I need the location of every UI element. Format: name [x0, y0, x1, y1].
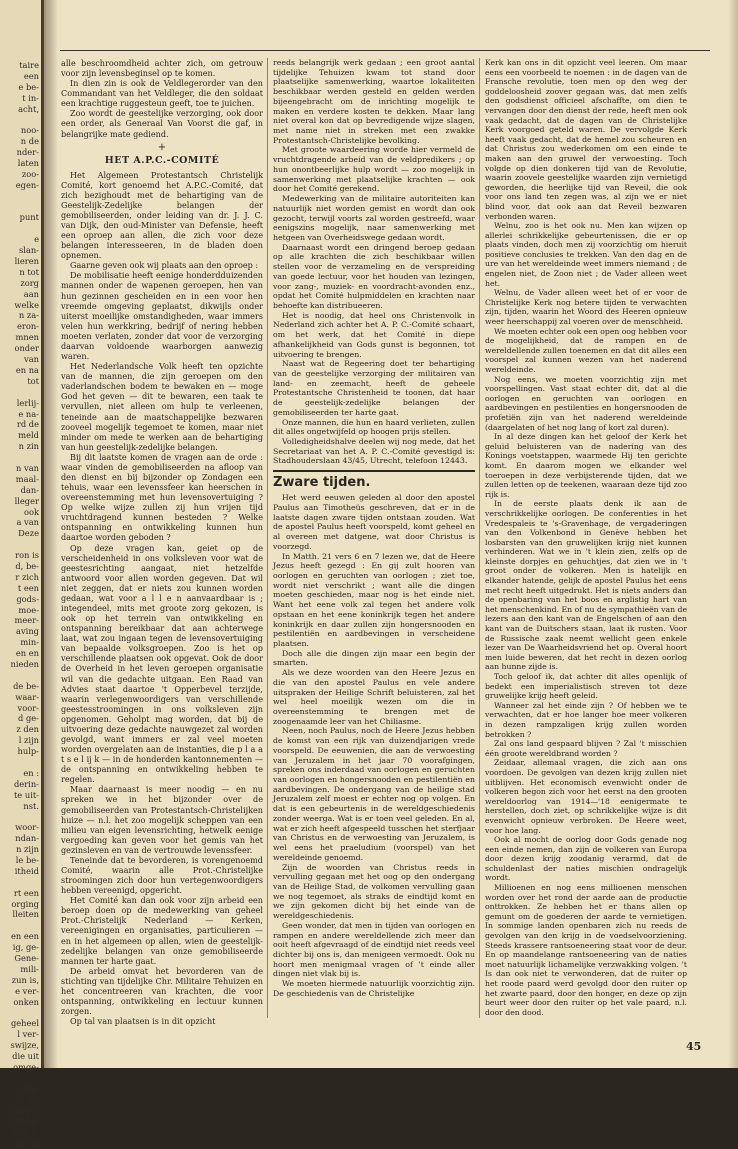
- paragraph: In dien zin is ook de Veldlegerorder van den Commandant van het Veldleger, die den soldaat een krachtige ruggesteun geeft, toe te juichen.: [61, 78, 263, 109]
- previous-page-fragment: [0, 191, 41, 202]
- paragraph: Welnu, de Vader alleen weet het of er voor de Christelijke Kerk nog betere tijden te verwachten zijn, tijden, waarin het Woord des Heeren opnieuw weer heerschappij zal voeren over de menschheid.: [485, 288, 687, 327]
- previous-page-fragment: woor-: [15, 822, 39, 833]
- previous-page-text: [0, 60, 41, 1149]
- section-divider: +: [157, 141, 167, 153]
- previous-page-fragment: gods-: [16, 593, 39, 604]
- previous-page-fragment: dat hij: [12, 1138, 39, 1149]
- paragraph: Op deze vragen kan, geiet op de verscheidenheid in ons volksleven voor wat de geestesrichting aangaat, niet hetzelfde antwoord voor allen worden gegeven. Dat wil niet zeggen, dat er niets zou kunnen worden gedaan, wat voor a l l e n aanvaardbaar is ; integendeel, mits met groote zorg gekozen, is ook op het terrein van ontwikkeling en ontspanning bereikbaar dat aan achterwege laat, wat zou ingaan tegen de levensovertuiging van bepaalde volksgroepen. Zoo is het op verschillende plaatsen ook opgevat. Ook de door de Overheid in het leven geroepen organisatie wil van die gedachte uitgaan. Een Raad van Advies staat daartoe 't Opperbevel terzijde, waarin verlegenwoordigers van verschillende geestesstroomingen in ons volksleven zijn opgenomen. Geholpt mag worden, dat bij de uitvoering deze gedachte nauwgezet zal worden gevolgd, want immers er zal veel moeten worden overgelaten aan de instanties, die p l a a t s e l ij k — in de honderden kantonnementen — de ontspanning en ontwikkeling hebben te regelen.: [61, 542, 263, 785]
- previous-page-fragment: een: [23, 70, 39, 81]
- previous-page-fragment: ig, ge-: [12, 942, 39, 953]
- previous-page-fragment: tot: [27, 375, 39, 386]
- previous-page-fragment: en :: [23, 767, 39, 778]
- paragraph: Zeidaar, allemaal vragen, die zich aan ons voordoen. De gevolgen van dezen krijg zullen niet uitblijven. Het economisch evenwicht onder de volkeren begon zich voor het eerst na den grooten wereldoorlog van 1914—'18 eenigermate te herstellen, doch ziet, op schrikkelijke wijze is dit evenwicht opnieuw verbroken. De Heere weet, voor hoe lang.: [485, 758, 687, 835]
- paragraph: Het Nederlandsche Volk heeft ten opzichte van de mannen, die zijn geroepen om den vaderlandschen bodem te bewaken en — moge God het geven — dit te bewaren, een taak te vervullen, niet alleen om hulp te verleenen, teneinde aan de maatschappelijke bezwaren zooveel mogelijk tegemoet te komen, maar niet minder om mede te werken aan de behartiging van hun geestelijk-zedelijke belangen.: [61, 361, 263, 452]
- previous-page-fragment: nder-: [16, 147, 39, 158]
- paragraph: Daarnaast wordt een dringend beroep gedaan op alle krachten die zich beschikbaar willen stellen voor de verzameling en de verspreiding van goede lectuur, voor het houden van lezingen, voor zang-, muziek- en voordracht-avonden enz., opdat het Comité hulpmiddelen en krachten naar behoefte kan distribueeren.: [273, 242, 475, 310]
- previous-page-fragment: hulp-: [17, 746, 39, 757]
- column-1: [61, 58, 263, 1026]
- paragraph: Met groote waardeering worde hier vermeld de vruchtdragende arbeid van de veldpredikers ; op hun onontbeerlijke hulp wordt — zoo mogelijk in samenwerking met plaatselijke krachten — ook door het Comité gerekend.: [273, 145, 475, 194]
- paragraph: We moeten hiermede natuurlijk voorzichtig zijn. De geschiedenis van de Christelijke: [273, 979, 475, 998]
- previous-page-fragment: aan: [23, 288, 39, 299]
- paragraph: Zal ons land gespaard blijven ? Zal 't misschien één groote wereldbrand worden ?: [485, 739, 687, 758]
- previous-page-fragment: [0, 202, 41, 213]
- previous-page-fragment: orging: [11, 898, 39, 909]
- previous-page-fragment: [0, 114, 41, 125]
- previous-page-fragment: taire: [19, 60, 39, 70]
- paragraph: Doch alle die dingen zijn maar een begin der smarten.: [273, 648, 475, 668]
- previous-page-fragment: [0, 539, 41, 550]
- previous-page-fragment: swijze,: [10, 1040, 39, 1051]
- previous-page-fragment: zoo-: [21, 168, 39, 179]
- previous-page-fragment: en na: [15, 364, 39, 375]
- paragraph: Maar daarnaast is meer noodig — en nu spreken we in het bijzonder over de gemobiliseerden van Protestantsch-Christelijken huize — n.l. het zoo mogelijk scheppen van een milieu van eigen levensrichting, hetwelk eenige vergoeding kan geven voor het gemis van het gezinsleven en van de vertrouwde levenssfeer.: [61, 784, 263, 855]
- previous-page-fragment: n de: [20, 136, 39, 147]
- paragraph: Zijn de woorden van Christus reeds in vervulling gegaan met het oog op den ondergang van de Heilige Stad, de volkomen vervulling gaan we nog tegemoet, als straks de eindtijd komt en we zijn gekomen dicht bij het einde van de wereldgeschiedenis.: [273, 862, 475, 921]
- previous-page-fragment: t in-: [22, 92, 39, 103]
- previous-page-fragment: waar-: [15, 691, 39, 702]
- previous-page-fragment: [0, 452, 41, 463]
- previous-page-fragment: l zijn: [18, 735, 39, 746]
- previous-page-fragment: derin-: [14, 778, 39, 789]
- paragraph: Toch geloof ik, dat achter dit alles openlijk of bedekt een imperialistisch streven tot deze gruwelijke krijg heeft geleid.: [485, 672, 687, 701]
- previous-page-fragment: en en: [15, 648, 39, 659]
- paragraph: Als we deze woorden van den Heere Jezus en die van den apostel Paulus en vele andere uitspraken der Heilige Schrift beluisteren, zal het wel heel moeilijk wezen om die in overeenstemming te brengen met de zoogenaamde leer van het Chiliasme.: [273, 668, 475, 726]
- paragraph: Millioenen en nog eens millioenen menschen worden over het rond der aarde aan de productie onttrokken. Ze hebben het er thans allen op gemunt om de goederen der aarde te vernietigen. In sommige landen openbaren zich nu reeds de gevolgen van den krijg in de voedselvoorziening. Steeds krassere rantsoeneering staat voor de deur. En op maandelange rantsoeneering van de naties moet natuurlijk lichamelijke verzwakking volgen. 't Is dan ook niet te verwonderen, dat de ruiter op het roode paard werd gevolgd door den ruiter op het zwarte paard, door den honger, en deze op zijn beurt weer door den ruiter op het vale paard, n.l. door den dood.: [485, 883, 687, 1017]
- previous-page-fragment: onken: [13, 996, 39, 1007]
- paragraph: Onze mannen, die hun en haard verlieten, zullen dit alles ongetwijfeld op hoogen prijs stellen.: [273, 417, 475, 437]
- previous-page-fragment: [0, 670, 41, 681]
- previous-page-fragment: onder: [14, 343, 39, 354]
- previous-page-fragment: e na-: [18, 408, 39, 419]
- previous-page-fragment: lerlij-: [16, 397, 39, 408]
- previous-page-fragment: en een: [10, 931, 39, 942]
- paragraph: Wanneer zal het einde zijn ? Of hebben we te verwachten, dat er hoe langer hoe meer volkeren in dezen rampzaligen krijg zullen worden betrokken ?: [485, 700, 687, 739]
- previous-page-fragment: mili-: [20, 963, 39, 974]
- paragraph: Kerk kan ons in dit opzicht veel leeren. Om maar eens een voorbeeld te noemen : in de dagen van de Fransche revolutie, toen men op den weg der goddeloosheid zoover gegaan was, dat men zelfs den godsdienst officieel afschaffte, om dien te vervangen door den dienst der rede, heeft men ook vaak gedacht, dat de dagen van de Christelijke Kerk voorgoed geteld waren. De vervolgde Kerk heeft vaak gedacht, dat de hemel zou scheuren en dat Christus zou wederkomen om een einde te maken aan den gruwel der verwoesting. Toch volgde op dien donkeren tijd van de Revolutie, waarin zoovele geestelijke waarden zijn vernietigd geworden, die heerlijke tijd van Reveil, die ook voor ons land ten zegen was, al zijn we er niet blind voor, dat ook aan dat Reveil bezwaren verbonden waren.: [485, 58, 687, 221]
- paragraph: Het is noodig, dat heel ons Christenvolk in Nederland zich achter het A. P. C.-Comité schaart, om het werk, dat het Comité in diepe afhankelijkheid van Gods gunst is begonnen, tot uitvoering te brengen.: [273, 310, 475, 359]
- previous-page-fragment: zorg: [20, 277, 39, 288]
- previous-page-fragment: t een: [17, 582, 39, 593]
- previous-page-fragment: punt: [19, 212, 39, 223]
- previous-page-fragment: maal-: [15, 473, 39, 484]
- page-edge-shade: [728, 0, 738, 1068]
- previous-page-fragment: a van: [16, 517, 39, 528]
- previous-page-fragment: welke: [14, 299, 39, 310]
- paragraph: In de eerste plaats denk ik aan de verschrikkelijke oorlogen. De conferenties in het Vredespaleis te 's-Gravenhage, de vergaderingen van den Volkenbond in Genève hebben het losbarsten van den gruwelijken krijg niet kunnen verhinderen. Wat we in 't klein zien, zelfs op de kleinste dorpjes en gehuchtjes, dat zien we in 't groot onder de volkeren. Men is hatelijk en elkander hatende, gelijk de apostel Paulus het eens met recht heeft uitgedrukt. Het is niets anders dan de openbaring van het boos en arglistig hart van het menschenkind. En of nu de sympathieën van de lezers aan den kant van de Engelschen of aan den kant van de Duitschers staan, laat ik rusten. Voor de Russische zaak neemt wellicht geen enkele lezer van De Waarheidsvriend het op. Overal hoort men luide beweren, dat het recht in dezen oorlog aan hunne zijde is.: [485, 499, 687, 672]
- paragraph: Op tal van plaatsen is in dit opzicht: [70, 1016, 216, 1027]
- paragraph: Zoo wordt de geestelijke verzorging, ook door een order, als Generaal Van Voorst die gaf, in belangrijke mate gediend.: [61, 108, 263, 139]
- previous-page-fragment: itheid: [14, 865, 39, 876]
- previous-page-fragment: iet be-: [12, 1116, 39, 1127]
- book-gutter: [44, 0, 58, 1068]
- previous-page-fragment: zun is,: [11, 974, 39, 985]
- previous-page-fragment: Deze: [18, 528, 39, 539]
- previous-page-fragment: l ver-: [17, 1029, 39, 1040]
- previous-page-fragment: n za-: [18, 310, 39, 321]
- previous-page-fragment: rd de: [16, 419, 39, 430]
- previous-page-fragment: meld: [18, 430, 39, 441]
- previous-page-fragment: nieden: [10, 658, 39, 669]
- previous-page-fragment: [0, 1073, 41, 1084]
- previous-page-fragment: ron is: [15, 550, 39, 561]
- previous-page-fragment: acht,: [18, 103, 39, 114]
- previous-page-fragment: ndan-: [15, 833, 39, 844]
- paragraph: Nog eens, we moeten voorzichtig zijn met voorspellingen. Vast staat echter dit, dat al die oorlogen en geruchten van oorlogen en aardbevingen en pestilenties en hongersnooden de profetiën zijn van het naderend wereldeinde (daargelaten of het nog lang of kort zal duren).: [485, 374, 687, 432]
- previous-page-fragment: n zin: [18, 441, 39, 452]
- previous-page-fragment: lijden.: [12, 1127, 39, 1138]
- previous-page-fragment: [0, 387, 41, 398]
- previous-page-fragment: e: [34, 234, 39, 245]
- previous-page-fragment: moe-: [18, 604, 39, 615]
- paragraph: Ook al mocht de oorlog door Gods genade nog een einde nemen, dan zijn de volkeren van Europa door dezen krijg zoodanig verarmd, dat de schuldenlast der naties mischien ondragelijk wordt.: [485, 835, 687, 883]
- previous-page-fragment: r zich: [15, 571, 39, 582]
- previous-page-fragment: n, als: [16, 1094, 39, 1105]
- paragraph: Volledigheidshalve deelen wij nog mede, dat het Secretariaat van het A. P. C.-Comité gevestigd is: Stadhouderslaan 43/45, Utrecht, telefoon 12443.: [273, 437, 475, 466]
- paragraph: alle beschroomdheid achter zich, om getrouw voor zijn levensbeginsel op te komen.: [61, 58, 263, 79]
- previous-page-fragment: d, be-: [15, 560, 39, 571]
- previous-page-fragment: [0, 757, 41, 768]
- previous-page-fragment: n zijn: [16, 844, 39, 855]
- previous-page-fragment: geheel: [10, 1018, 39, 1029]
- previous-page-fragment: Gene-: [14, 953, 39, 964]
- paragraph: De mobilisatie heeft eenige honderdduizenden mannen onder de wapenen geroepen, hen van hun gezinnen gescheiden en in een voor hen vreemde omgeving geplaatst, dikwijls onder uiterst moeilijke omstandigheden, waar immers velen hun werkkring, bedrijf of nering hebben moeten verlaten, zonder dat voor de verzorging daarvan voldoende waarborgen aanwezig waren.: [61, 270, 263, 362]
- previous-page-fragment: e be-: [18, 81, 39, 92]
- previous-page-fragment: laten: [17, 158, 39, 169]
- previous-page-fragment: rt een: [13, 887, 39, 898]
- column-3: [485, 58, 687, 1017]
- paragraph: reeds belangrijk werk gedaan ; een groot aantal tijdelijke Tehuizen kwam tot stand door plaatselijke samenwerking, waartoe lokaliteiten beschikbaar werden gesteld en gelden werden bijeengebracht om de inrichting mogelijk te maken en verdere kosten te dekken. Maar lang niet overal kon dat op bevredigende wijze slagen, met name niet in streken met een zwakke Protestantsch-Christelijke bevolking.: [273, 58, 475, 145]
- previous-page-fragment: lleger: [14, 495, 39, 506]
- previous-page-fragment: [0, 877, 41, 888]
- previous-page-fragment: aaltijd,: [9, 1105, 39, 1116]
- previous-page-edge: [0, 0, 44, 1149]
- previous-page-fragment: noo-: [20, 125, 39, 136]
- paragraph: Gaarne geven ook wij plaats aan den oproep :: [70, 260, 259, 271]
- previous-page-fragment: mnen: [15, 332, 39, 343]
- paragraph: In al deze dingen kan het geloof der Kerk het geluid beluisteren van de nadering van des Konings voetstappen, waarmede Hij ten gerichte komt. En daarom mogen we elkander wel toeroepen in deze verbijsterende tijden, dat we zullen letten op de teekenen, waaraan deze tijd zoo rijk is.: [485, 432, 687, 499]
- paragraph: Teneinde dat te bevorderen, is vorengenoemd Comité, waarin alle Prot.-Christelijke stroomingen zich door hun vertegenwoordigers hebben vereenigd, opgericht.: [61, 854, 263, 896]
- column-2: [273, 58, 475, 999]
- previous-page-fragment: egen-: [15, 179, 39, 190]
- previous-page-fragment: [0, 811, 41, 822]
- previous-page-fragment: ook: [23, 506, 39, 517]
- previous-page-fragment: omge-: [13, 1061, 39, 1072]
- section-heading: HET A.P.C.-COMITÉ: [104, 154, 220, 166]
- article-title: Zware tijden.: [273, 470, 475, 490]
- previous-page-fragment: voor-: [17, 702, 39, 713]
- previous-page-fragment: r din-: [16, 1083, 39, 1094]
- previous-page-fragment: n van: [16, 462, 39, 473]
- paragraph: We moeten echter ook een open oog hebben voor de mogelijkheid, dat de rampen en de wereldellende zullen toenemen en dat dit alles een voorspel zal kunnen wezen van het naderend wereldeinde.: [485, 326, 687, 374]
- previous-page-fragment: van: [24, 354, 39, 365]
- paragraph: Medewerking van de militaire autoriteiten kan natuurlijk niet worden gemist en wordt dan ook gezocht, terwijl voorts zal worden gestreefd, waar eenigszins mogelijk, naar samenwerking met hetgeen van Overheidswege gedaan wordt.: [273, 194, 475, 242]
- previous-page-fragment: meer-: [14, 615, 39, 626]
- previous-page-fragment: dan-: [20, 484, 39, 495]
- top-rule: [60, 50, 710, 51]
- paragraph: Naast wat de Regeering doet ter behartiging van de geestelijke verzorging der militairen van land- en zeemacht, heeft de geheele Protestantsche Christenheid te toonen, dat haar de geestelijk-zedelijke belangen der gemobiliseerden ter harte gaat.: [273, 359, 475, 417]
- previous-page-fragment: [0, 1007, 41, 1018]
- previous-page-fragment: slan-: [18, 245, 39, 256]
- paragraph: Het werd eeuwen geleden al door den apostel Paulus aan Timotheüs geschreven, dat er in de laatste dagen zware tijden ontstaan zouden. Wat de apostel Paulus heeft voorspeld, komt geheel en al overeen met datgene, wat door Christus is voorzegd.: [273, 493, 475, 551]
- page-number: 45: [686, 1040, 702, 1053]
- previous-page-fragment: aving: [16, 626, 39, 637]
- paragraph: Geen wonder, dat men in tijden van oorlogen en rampen en andere wereldellende zich meer dan ooit heeft afgevraagd of de eindtijd niet reeds veel dichter bij ons is, dan menigeen vermoedt. Ook nu hoort men menigmaal vragen of 't einde aller dingen niet vlak bij is.: [273, 920, 475, 979]
- previous-page-fragment: lieren: [14, 256, 39, 267]
- previous-page-fragment: eron-: [16, 321, 39, 332]
- paragraph: Neen, noch Paulus, noch de Heere Jezus hebben de komst van een rijk van duizendjarigen vrede voorspeld. De eeuwenien, die aan de verwoesting van Jeruzalem in het jaar 70 voorafgingen, spreken ons inderdaad van oorlogen en geruchten van oorlogen en hongersnooden en pestilentiën en aardbevingen. De ondergang van de heilige stad Jeruzalem zelf moest er echter nog op volgen. En dat is een gebeurtenis in de wereldgeschiedenis zonder weerga. Wat is er toen veel geleden. En al, wat er zich heeft afgespeeld tusschen het sterfjaar van Christus en de verwoesting van Jeruzalem, is wel eens het praeludium (voorspel) van het wereldeinde genoemd.: [273, 726, 475, 862]
- column-separator: [267, 58, 268, 1018]
- previous-page-fragment: te uit-: [13, 789, 39, 800]
- paragraph: Het Comité kan dan ook voor zijn arbeid een beroep doen op de medewerking van geheel Prot.-Christelijk Nederland — Kerken, vereenigingen en organisaties, particulieren — en in het algemeen op allen, wien de geestelijk-zedelijke belangen van onze gemobiliseerde mannen ter harte gaat.: [61, 895, 263, 966]
- column-separator: [479, 58, 480, 1018]
- previous-page-fragment: le be-: [15, 855, 39, 866]
- paragraph: Het Algemeen Protestantsch Christelijk Comité, kort genoemd het A.P.C.-Comité, dat zich bezighoudt met de behartiging van de Geestelijk-Zedelijke belangen der gemobiliseerden, onder leiding van dr. J. J. C. van Dijk, den oud-Minister van Defensie, heeft een oproep aan allen, die zich voor deze belangen interesseeren, in de bladen doen opnemen.: [61, 169, 263, 261]
- previous-page-fragment: lleiten: [12, 909, 39, 920]
- previous-page-fragment: z den: [16, 724, 39, 735]
- previous-page-fragment: die uit: [12, 1051, 39, 1062]
- previous-page-fragment: min-: [20, 637, 39, 648]
- previous-page-fragment: e ver-: [15, 985, 39, 996]
- previous-page-fragment: nst.: [23, 800, 39, 811]
- paragraph: Bij dit laatste komen de vragen aan de orde : waar vinden de gemobiliseerden na afloop van den dienst en bij bijzonder op Zondagen een tehuis, waar een levenssfeer kan heerschen in overeenstemming met hun levensovertuiging ? Op welke wijze zullen zij hun vrijen tijd vruchtdragend kunnen besteden ? Welke ontspanning en ontwikkeling kunnen hun daartoe worden geboden ?: [61, 451, 263, 543]
- previous-page-fragment: d ge-: [18, 713, 39, 724]
- paragraph: De arbeid omvat het bevorderen van de stichting van tijdelijke Chr. Militaire Tehuizen en het concentreeren van krachten, die voor ontspanning, ontwikkeling en lectuur kunnen zorgen.: [61, 965, 263, 1017]
- paragraph: In Matth. 21 vers 6 en 7 lezen we, dat de Heere Jezus heeft gezegd : En gij zult hooren van oorlogen en geruchten van oorlogen ; ziet toe, wordt niet verschrikt ; want alle die dingen moeten geschieden, maar nog is het einde niet. Want het eene volk zal tegen het andere volk opstaan en het eene koninkrijk tegen het andere koninkrijk en daar zullen zijn hongersnooden en pestilentiën en aardbevingen in verscheidene plaatsen.: [273, 551, 475, 648]
- previous-page-fragment: de be-: [13, 680, 39, 691]
- paragraph: Welnu, zoo is het ook nu. Men kan wijzen op allerlei schrikkelijke gebeurtenissen, die er op plaats vinden, doch men zij voorzichtig om hieruit positieve conclusies te trekken. Van den dag en de ure van het wereldeinde weet immers niemand ; de engelen niet, de Zoon niet ; de Vader alleen weet het.: [485, 221, 687, 288]
- previous-page-fragment: [0, 223, 41, 234]
- previous-page-fragment: n tot: [19, 266, 39, 277]
- previous-page-fragment: [0, 920, 41, 931]
